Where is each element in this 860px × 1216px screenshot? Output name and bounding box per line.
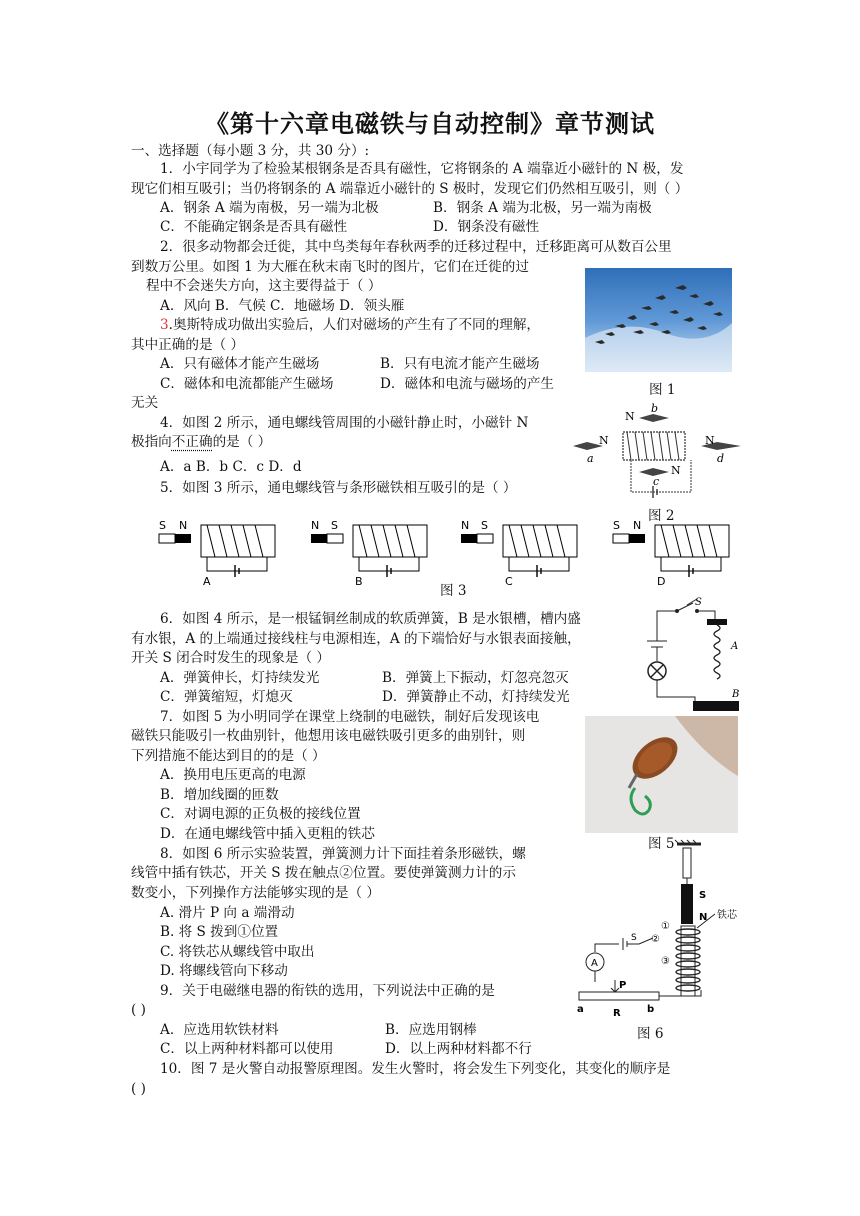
fig3-d-n: N: [633, 519, 642, 532]
fig2-label-d: d: [717, 452, 725, 465]
q8-line2: 线管中插有铁芯，开关 S 拨在触点②位置。要使弹簧测力计的示: [131, 865, 516, 881]
q7-line3: 下列措施不能达到目的的是（ ）: [131, 748, 326, 764]
q5-line1: 5．如图 3 所示，通电螺线管与条形磁铁相互吸引的是（ ）: [160, 480, 517, 496]
fig3-option-c: [461, 519, 577, 588]
q7-line1: 7．如图 5 为小明同学在课堂上绕制的电磁铁，制好后发现该电: [160, 709, 540, 725]
q3-option-d: D．磁体和电流与磁场的产生: [380, 376, 555, 392]
q2-options: A．风向 B．气候 C．地磁场 D．领头雁: [160, 298, 405, 314]
q9-line1: 9．关于电磁继电器的衔铁的选用，下列说法中正确的是: [160, 983, 495, 999]
fig4-label-s: S: [695, 597, 702, 608]
q8-option-c: C. 将铁芯从螺线管中取出: [160, 944, 315, 960]
fig2-label-c: c: [653, 475, 660, 488]
fig3-option-a: [159, 519, 275, 588]
q4-emphasis: 不正确: [171, 434, 213, 450]
q1-option-c: C．不能确定钢条是否具有磁性: [160, 219, 348, 235]
q9-option-a: A．应选用软铁材料: [160, 1022, 279, 1038]
figure-3-caption: 图 3: [440, 583, 467, 599]
fig3-label-a: A: [203, 575, 211, 588]
fig2-label-a: a: [587, 452, 594, 465]
fig6-label-n: N: [699, 912, 708, 923]
fig6-contact-2: ②: [651, 934, 660, 945]
q3-option-a: A．只有磁体才能产生磁场: [160, 356, 320, 372]
fig4-label-a: A: [731, 641, 739, 652]
figure-1-caption: 图 1: [649, 382, 676, 398]
q6-option-b: B．弹簧上下振动，灯忽亮忽灭: [382, 670, 569, 686]
q7-option-c: C．对调电源的正负极的接线位置: [160, 806, 361, 822]
q10-line1: 10．图 7 是火警自动报警原理图。发生火警时，将会发生下列变化，其变化的顺序是: [160, 1061, 671, 1077]
q7-option-d: D．在通电螺线管中插入更粗的铁芯: [160, 826, 375, 842]
q1-option-a: A．钢条 A 端为南极，另一端为北极: [160, 200, 379, 216]
figure-2-caption: 图 2: [648, 508, 675, 524]
fig2-label-n-left: N: [599, 434, 609, 447]
q7-option-b: B．增加线圈的匝数: [160, 787, 279, 803]
fig6-switch-s: S: [631, 933, 637, 943]
q3-option-c: C．磁体和电流都能产生磁场: [160, 376, 334, 392]
fig3-option-b: [311, 519, 427, 588]
fig3-c-n: N: [461, 519, 470, 532]
fig3-option-d: [613, 519, 729, 588]
figure-6-caption: 图 6: [637, 1026, 664, 1042]
q6-line2: 有水银，A 的上端通过接线柱与电源相连，A 的下端恰好与水银表面接触，: [131, 631, 581, 647]
q1-line1: 1．小宇同学为了检验某根钢条是否具有磁性，它将钢条的 A 端靠近小磁针的 N 极，发: [160, 161, 684, 177]
fig6-contact-1: ①: [661, 921, 670, 932]
fig2-label-n-top: N: [625, 410, 635, 423]
q1-option-d: D．钢条没有磁性: [433, 219, 540, 235]
q7-option-a: A．换用电压更高的电源: [160, 767, 306, 783]
fig3-b-n: N: [311, 519, 320, 532]
figure-2-solenoid-compasses: [573, 400, 743, 505]
q8-option-b: B. 将 S 拨到①位置: [160, 924, 279, 940]
q2-line3: 程中不会迷失方向，这主要得益于（ ）: [146, 278, 382, 294]
fig6-meter-a: A: [591, 958, 598, 969]
fig2-label-n-right: N: [705, 434, 715, 447]
q6-option-d: D．弹簧静止不动，灯持续发光: [382, 689, 570, 705]
q10-line2: ( ): [131, 1081, 146, 1097]
q6-line3: 开关 S 闭合时发生的现象是（ ）: [131, 650, 330, 666]
fig3-c-s: S: [481, 519, 488, 532]
q4-line2-a: 极指向: [131, 434, 172, 450]
q3-line1: [160, 316, 540, 334]
page-title: 《第十六章电磁铁与自动控制》章节测试: [205, 110, 655, 138]
q3-line1-text: .奥斯特成功做出实验后，人们对磁场的产生有了不同的理解，: [168, 317, 541, 333]
fig6-label-r: R: [613, 1008, 621, 1019]
q1-option-b: B．钢条 A 端为北极，另一端为南极: [433, 200, 652, 216]
fig3-label-b: B: [355, 575, 363, 588]
q4-options: A．a B．b C．c D．d: [160, 459, 302, 475]
q8-line1: 8．如图 6 所示实验装置，弹簧测力计下面挂着条形磁铁，螺: [160, 846, 526, 862]
fig2-label-n-inside: N: [671, 464, 681, 477]
fig6-label-p: P: [619, 980, 627, 991]
fig6-label-s: S: [699, 890, 707, 901]
q9-option-c: C．以上两种材料都可以使用: [160, 1041, 334, 1057]
q4-line2-c: 的是（ ）: [212, 434, 272, 450]
q2-line1: 2．很多动物都会迁徙，其中鸟类每年春秋两季的迁移过程中，迁移距离可从数百公里: [160, 239, 672, 255]
figure-4-spring-circuit: [635, 597, 745, 719]
q4-line1: 4．如图 2 所示，通电螺线管周围的小磁针静止时，小磁针 N: [160, 415, 529, 431]
q9-option-b: B．应选用钢棒: [385, 1022, 477, 1038]
figure-5-electromagnet-photo: [585, 716, 738, 833]
q7-line2: 磁铁只能吸引一枚曲别针，他想用该电磁铁吸引更多的曲别针，则: [131, 728, 526, 744]
fig3-d-s: S: [613, 519, 620, 532]
q3-line2: 其中正确的是（ ）: [131, 337, 245, 353]
fig4-label-b: B: [732, 689, 740, 700]
q8-line3: 数变小，下列操作方法能够实现的是（ ）: [131, 885, 381, 901]
fig2-label-b: b: [651, 402, 659, 415]
q1-line2: 现它们相互吸引；当仍将钢条的 A 端靠近小磁针的 S 极时，发现它们仍然相互吸引，则（ ）: [131, 181, 689, 197]
q8-option-d: D. 将螺线管向下移动: [160, 963, 288, 979]
q2-line2: 到数万公里。如图 1 为大雁在秋末南飞时的图片，它们在迁徙的过: [131, 259, 529, 275]
figure-1-migrating-geese: [585, 268, 732, 372]
figure-5-caption: 图 5: [648, 836, 675, 852]
fig6-label-core: 铁芯: [717, 910, 737, 921]
q3-number: 3: [160, 317, 169, 333]
section-heading: 一、选择题（每小题 3 分，共 30 分）:: [131, 143, 370, 159]
q6-line1: 6．如图 4 所示，是一根锰铜丝制成的软质弹簧，B 是水银槽，槽内盛: [160, 611, 581, 627]
q6-option-a: A．弹簧伸长，灯持续发光: [160, 670, 320, 686]
fig6-label-b: b: [647, 1004, 655, 1015]
fig3-a-s: S: [159, 519, 166, 532]
fig3-label-d: D: [657, 575, 666, 588]
q3-option-b: B．只有电流才能产生磁场: [380, 356, 540, 372]
q9-option-d: D．以上两种材料都不行: [385, 1041, 532, 1057]
figure-6-spring-scale-solenoid: [575, 840, 755, 1020]
q6-option-c: C．弹簧缩短，灯熄灭: [160, 689, 293, 705]
fig6-contact-3: ③: [661, 956, 670, 967]
fig3-a-n: N: [179, 519, 188, 532]
fig6-label-a: a: [577, 1004, 584, 1015]
fig3-label-c: C: [505, 575, 513, 588]
q4-line2: [131, 433, 271, 451]
q9-line2: ( ): [131, 1002, 146, 1018]
fig3-b-s: S: [331, 519, 338, 532]
q3-option-d-cont: 无关: [131, 395, 159, 411]
q8-option-a: A. 滑片 P 向 a 端滑动: [160, 905, 295, 921]
